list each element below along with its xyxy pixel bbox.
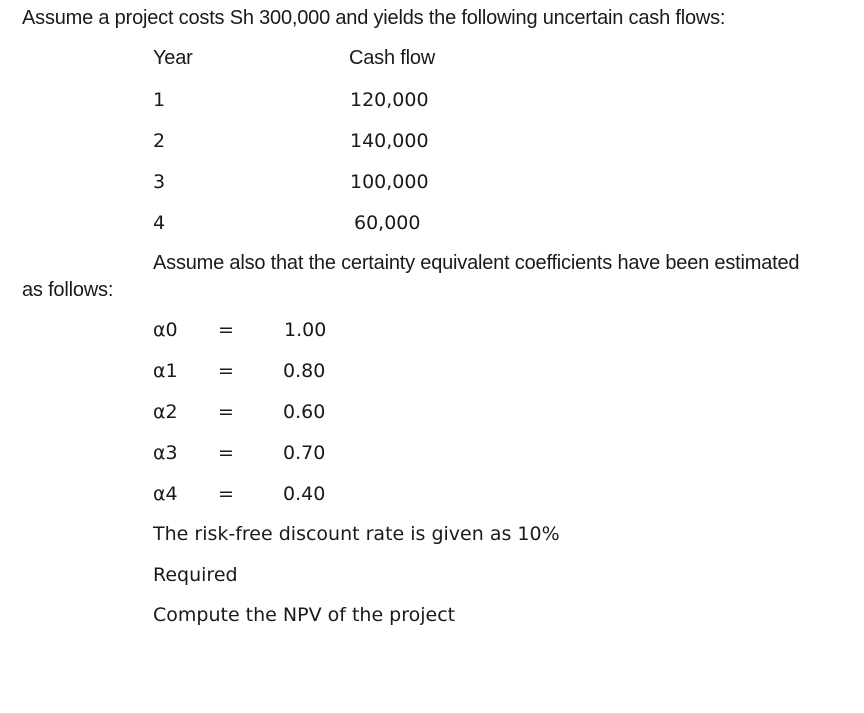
- cash-flow-cell: 120,000: [350, 89, 429, 111]
- task-text: Compute the NPV of the project: [153, 604, 456, 626]
- equals-sign: =: [218, 442, 234, 464]
- coefficients-intro-line1: Assume also that the certainty equivalent coefficients have been estimated: [153, 252, 800, 274]
- coefficient-value: 0.70: [283, 442, 326, 464]
- cash-flow-cell: 60,000: [354, 212, 421, 234]
- coefficient-value: 1.00: [284, 319, 327, 341]
- equals-sign: =: [218, 401, 234, 423]
- coefficient-symbol: α4: [153, 483, 178, 505]
- coefficient-value: 0.80: [283, 360, 326, 382]
- cash-flow-cell: 140,000: [350, 130, 429, 152]
- cash-flow-header: Cash flow: [349, 47, 436, 69]
- coefficient-value: 0.60: [283, 401, 326, 423]
- coefficient-symbol: α1: [153, 360, 178, 382]
- intro-text: Assume a project costs Sh 300,000 and yields the following uncertain cash flows:: [22, 7, 726, 29]
- equals-sign: =: [218, 483, 234, 505]
- equals-sign: =: [218, 360, 234, 382]
- discount-rate-text: The risk-free discount rate is given as 10%: [153, 523, 560, 545]
- equals-sign: =: [218, 319, 234, 341]
- coefficient-value: 0.40: [283, 483, 326, 505]
- coefficients-intro-line2: as follows:: [22, 279, 114, 301]
- coefficient-symbol: α2: [153, 401, 178, 423]
- year-header: Year: [153, 47, 193, 69]
- year-cell: 2: [153, 130, 166, 152]
- coefficient-symbol: α3: [153, 442, 178, 464]
- coefficient-symbol: α0: [153, 319, 178, 341]
- year-cell: 4: [153, 212, 166, 234]
- cash-flow-cell: 100,000: [350, 171, 429, 193]
- year-cell: 1: [153, 89, 166, 111]
- required-label: Required: [153, 564, 238, 586]
- year-cell: 3: [153, 171, 166, 193]
